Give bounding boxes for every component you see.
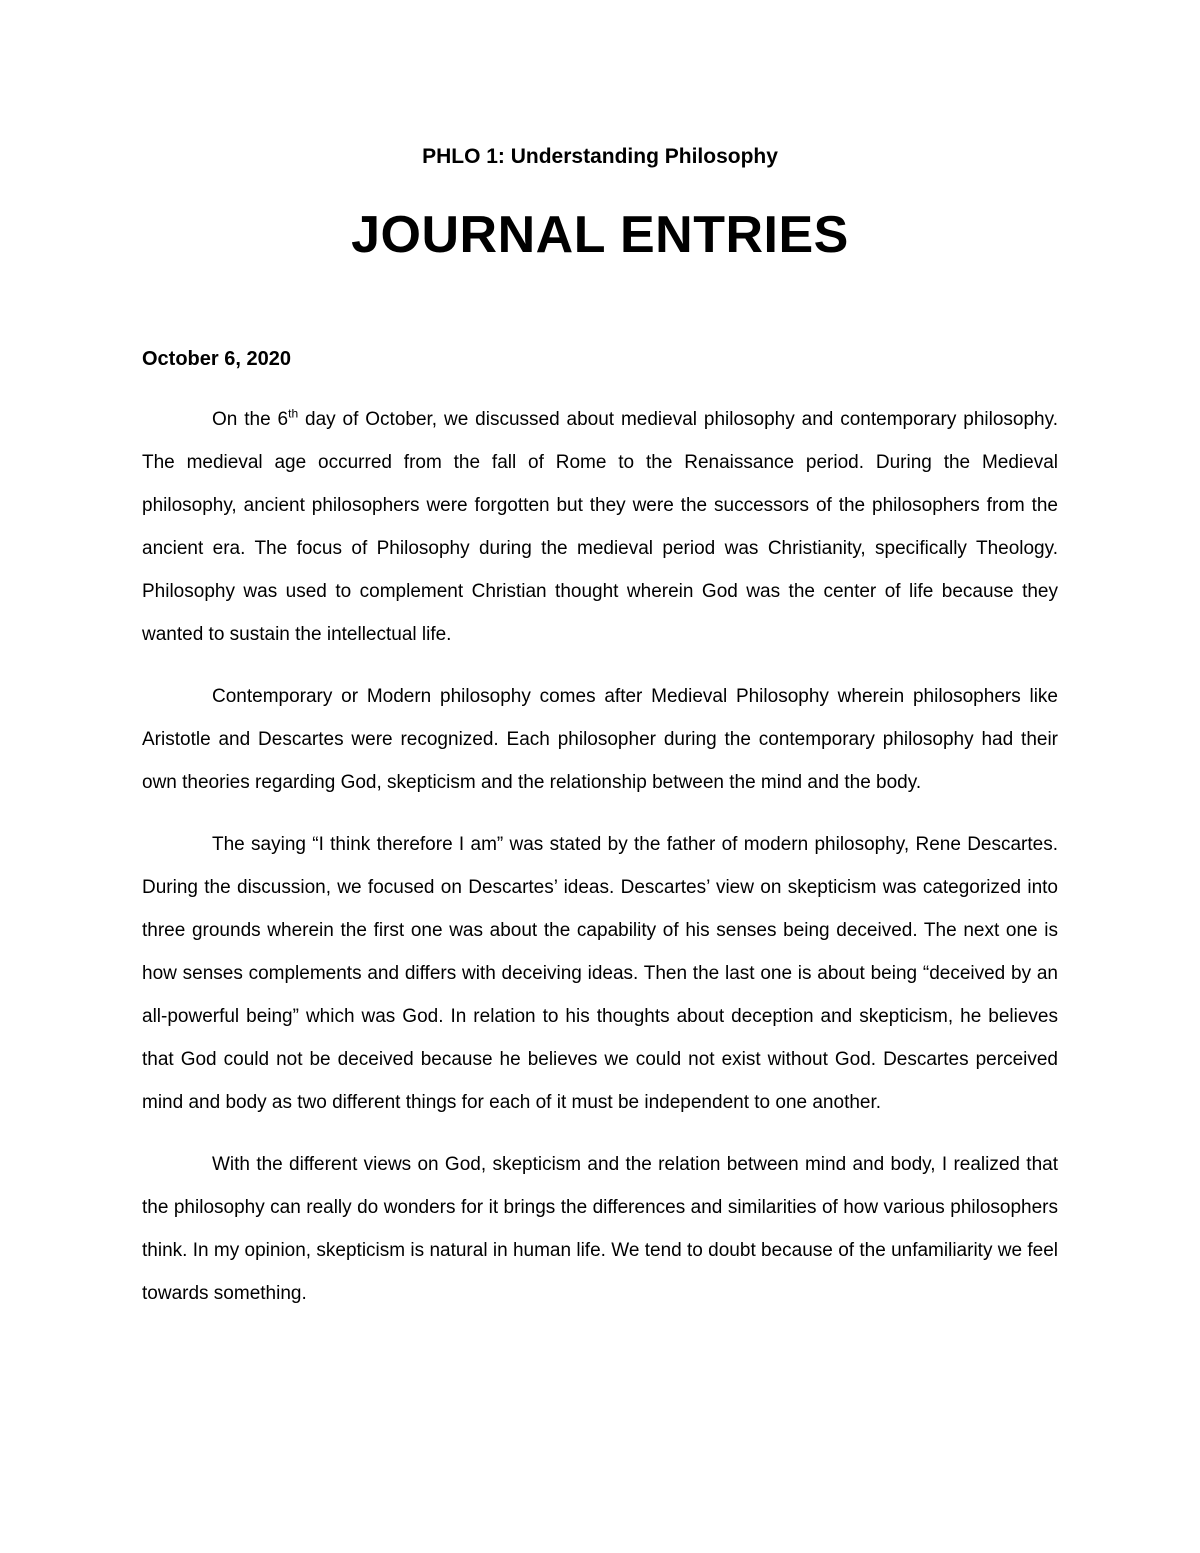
paragraph-1: [142, 398, 1058, 656]
journal-body: [142, 398, 1058, 1334]
paragraph-1-rest: day of October, we discussed about medieval philosophy and contemporary philosophy. The medieval age occurred from the fall of Rome to the Renaissance period. During the Medieval philosophy, ancient philosophers were forgotten but they were the successors of the philosophers from the ancient era. The focus of Philosophy during the medieval period was Christianity, specifically Theology. Philosophy was used to complement Christian thought wherein God was the center of life because they wanted to sustain the intellectual life.: [142, 409, 1058, 645]
entry-date: October 6, 2020: [142, 348, 291, 370]
ordinal-superscript: th: [288, 406, 299, 421]
course-title: PHLO 1: Understanding Philosophy: [422, 145, 778, 168]
paragraph-4: With the different views on God, skepticism and the relation between mind and body, I realized that the philosophy can really do wonders for it brings the differences and similarities of how various philosophers think. In my opinion, skepticism is natural in human life. We tend to doubt because of the unfamiliarity we feel towards something.: [142, 1154, 1058, 1304]
paragraph-2: Contemporary or Modern philosophy comes after Medieval Philosophy wherein philosophers like Aristotle and Descartes were recognized. Each philosopher during the contemporary philosophy had their own theories regarding God, skepticism and the relationship between the mind and the body.: [142, 686, 1058, 793]
paragraph-1-lead: On the 6: [212, 409, 289, 430]
paragraph-3: The saying “I think therefore I am” was stated by the father of modern philosophy, Rene Descartes. During the discussion, we focused on Descartes’ ideas. Descartes’ view on skepticism was categorized into three grounds wherein the first one was about the capability of his senses being deceived. The next one is how senses complements and differs with deceiving ideas. Then the last one is about being “deceived by an all-powerful being” which was God. In relation to his thoughts about deception and skepticism, he believes that God could not be deceived because he believes we could not exist without God. Descartes perceived mind and body as two different things for each of it must be independent to one another.: [142, 834, 1058, 1113]
document-title: JOURNAL ENTRIES: [351, 206, 849, 264]
